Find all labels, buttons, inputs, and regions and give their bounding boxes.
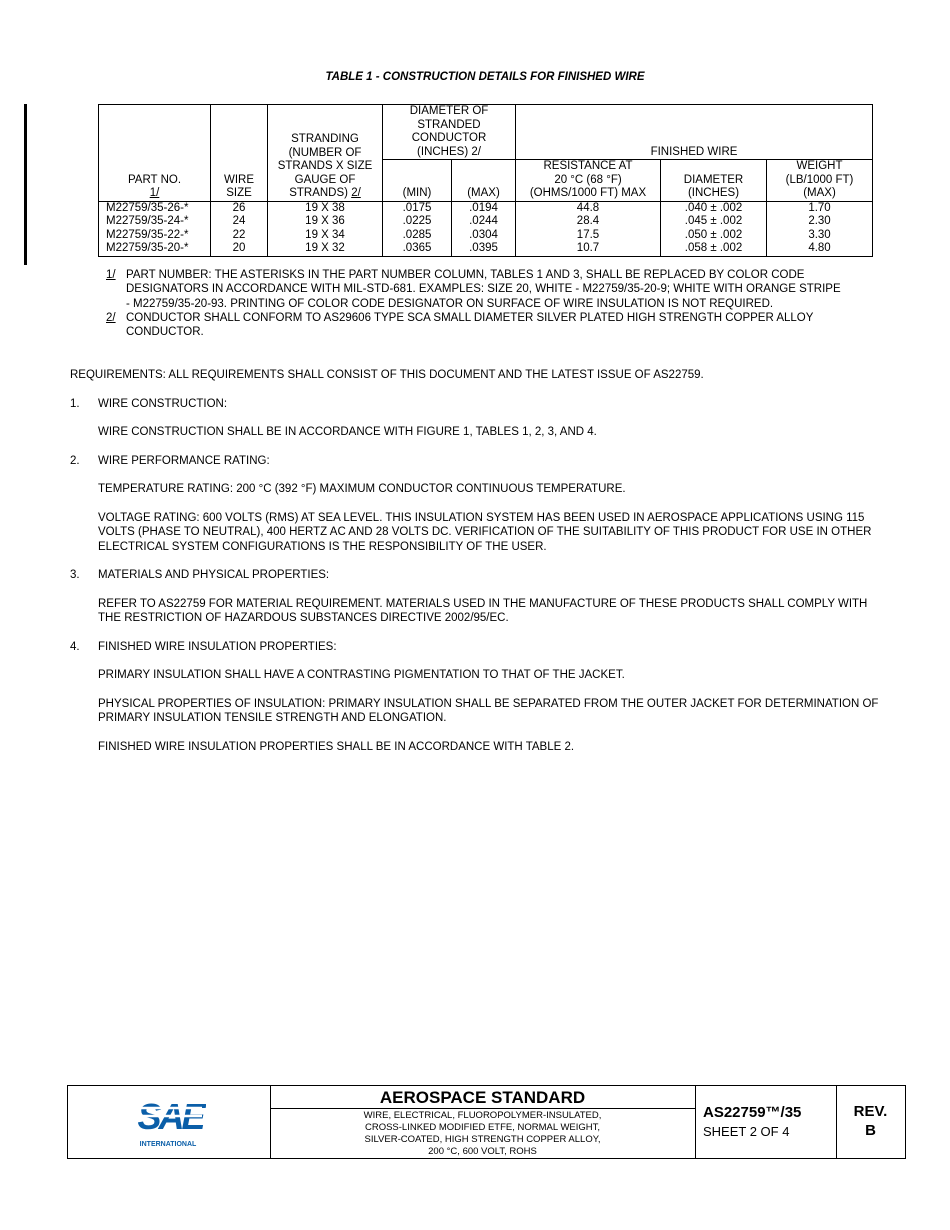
section-heading [70, 397, 885, 411]
cell-min: .0175 [383, 201, 452, 215]
section-title: WIRE CONSTRUCTION: [98, 397, 228, 410]
header-finished-diameter: DIAMETER (INCHES) [661, 160, 767, 202]
section-paragraph: VOLTAGE RATING: 600 VOLTS (RMS) AT SEA LEVEL. THIS INSULATION SYSTEM HAS BEEN USED IN AEROSPACE APPLICATIONS USING 115 VOLTS (PHASE TO NEUTRAL), 400 HERTZ AC AND 28 VOLTS DC. VERIFICATION OF THE SUITABILITY OF THIS PRODUCT FOR USE IN OTHER ELECTRICAL SYSTEM CONFIGURATIONS IS THE RESPONSIBILITY OF THE USER. [98, 511, 872, 553]
note-text: PART NUMBER: THE ASTERISKS IN THE PART NUMBER COLUMN, TABLES 1 AND 3, SHALL BE REPLACED BY COLOR CODE DESIGNATORS IN ACCORDANCE WITH MIL-STD-681. EXAMPLES: SIZE 20, WHITE - M22759/35-20-9; WHITE WITH ORANGE STRIPE - M22759/35-20-93. PRINTING OF COLOR CODE DESIGNATOR ON SURFACE OF WIRE INSULATION IS NOT REQUIRED. [126, 269, 841, 310]
logo-wordmark: SAE [137, 1096, 203, 1137]
cell-part-no: M22759/35-20-* [99, 242, 211, 256]
cell-max: .0244 [452, 215, 516, 229]
section-paragraph: PHYSICAL PROPERTIES OF INSULATION: PRIMARY INSULATION SHALL BE SEPARATED FROM THE OUTER JACKET FOR DETERMINATION OF PRIMARY INSULATION TENSILE STRENGTH AND ELONGATION. [98, 697, 879, 725]
cell-max: .0395 [452, 242, 516, 256]
body-text [70, 368, 885, 768]
table-note [106, 311, 846, 340]
revision-cell [836, 1086, 905, 1158]
cell-weight: 4.80 [767, 242, 873, 256]
table-row [99, 229, 873, 243]
cell-stranding: 19 X 34 [268, 229, 383, 243]
note-marker: 1/ [106, 269, 116, 281]
cell-wire-size: 26 [211, 201, 268, 215]
cell-min: .0285 [383, 229, 452, 243]
construction-table [98, 104, 873, 257]
section-title: FINISHED WIRE INSULATION PROPERTIES: [98, 640, 337, 653]
cell-max: .0194 [452, 201, 516, 215]
section-paragraph: WIRE CONSTRUCTION SHALL BE IN ACCORDANCE WITH FIGURE 1, TABLES 1, 2, 3, AND 4. [98, 426, 597, 439]
cell-stranding: 19 X 38 [268, 201, 383, 215]
section-number: 3. [70, 569, 80, 582]
title-cell [270, 1086, 696, 1158]
header-wire-size: WIRE SIZE [211, 105, 268, 202]
header-conductor-diameter: DIAMETER OF STRANDED CONDUCTOR (INCHES) 2/ [383, 105, 516, 160]
section-number: 4. [70, 640, 80, 653]
document-number: AS22759™/35 [703, 1104, 802, 1121]
table-title: TABLE 1 - CONSTRUCTION DETAILS FOR FINISHED WIRE [325, 71, 645, 83]
header-max: (MAX) [452, 160, 516, 202]
section-title: WIRE PERFORMANCE RATING: [98, 454, 270, 467]
header-part-no: PART NO. 1/ [99, 105, 211, 202]
section-heading [70, 640, 885, 654]
table-row [99, 215, 873, 229]
title-block [67, 1085, 906, 1159]
revision-label: REV. [853, 1103, 888, 1120]
sheet-number: SHEET 2 OF 4 [703, 1124, 790, 1139]
section-paragraph: FINISHED WIRE INSULATION PROPERTIES SHALL BE IN ACCORDANCE WITH TABLE 2. [98, 740, 575, 753]
header-finished-wire: FINISHED WIRE [516, 105, 873, 160]
section-paragraph: PRIMARY INSULATION SHALL HAVE A CONTRASTING PIGMENTATION TO THAT OF THE JACKET. [98, 669, 625, 682]
cell-weight: 2.30 [767, 215, 873, 229]
cell-resistance: 44.8 [516, 201, 661, 215]
cell-part-no: M22759/35-26-* [99, 201, 211, 215]
cell-diameter: .058 ± .002 [661, 242, 767, 256]
cell-max: .0304 [452, 229, 516, 243]
note-text: CONDUCTOR SHALL CONFORM TO AS29606 TYPE SCA SMALL DIAMETER SILVER PLATED HIGH STRENGTH COPPER ALLOY CONDUCTOR. [126, 311, 814, 339]
sae-logo [134, 1095, 206, 1151]
cell-min: .0225 [383, 215, 452, 229]
note-marker: 2/ [106, 311, 116, 324]
cell-weight: 1.70 [767, 201, 873, 215]
document-description: WIRE, ELECTRICAL, FLUOROPOLYMER-INSULATED, CROSS-LINKED MODIFIED ETFE, NORMAL WEIGHT, SILVER-COATED, HIGH STRENGTH COPPER ALLOY, 200 °C, 600 VOLT, ROHS [363, 1110, 602, 1157]
cell-wire-size: 24 [211, 215, 268, 229]
change-bar [24, 104, 27, 265]
section-paragraph: TEMPERATURE RATING: 200 °C (392 °F) MAXIMUM CONDUCTOR CONTINUOUS TEMPERATURE. [98, 483, 626, 496]
document-type: AEROSPACE STANDARD [270, 1086, 695, 1109]
cell-diameter: .045 ± .002 [661, 215, 767, 229]
table-row [99, 242, 873, 256]
cell-weight: 3.30 [767, 229, 873, 243]
document-number-cell [695, 1086, 837, 1158]
header-resistance: RESISTANCE AT 20 °C (68 °F) (OHMS/1000 FT) MAX [516, 160, 661, 202]
cell-part-no: M22759/35-22-* [99, 229, 211, 243]
table-row [99, 201, 873, 215]
cell-wire-size: 20 [211, 242, 268, 256]
cell-resistance: 17.5 [516, 229, 661, 243]
table-notes [106, 268, 846, 339]
requirements-statement: REQUIREMENTS: ALL REQUIREMENTS SHALL CONSIST OF THIS DOCUMENT AND THE LATEST ISSUE OF AS22759. [70, 369, 704, 381]
section-heading [70, 568, 885, 582]
cell-resistance: 10.7 [516, 242, 661, 256]
section-paragraph: REFER TO AS22759 FOR MATERIAL REQUIREMENT. MATERIALS USED IN THE MANUFACTURE OF THESE PRODUCTS SHALL COMPLY WITH THE RESTRICTION OF HAZARDOUS SUBSTANCES DIRECTIVE 2002/95/EC. [98, 597, 868, 625]
header-min: (MIN) [383, 160, 452, 202]
table-note [106, 268, 846, 311]
cell-stranding: 19 X 36 [268, 215, 383, 229]
revision-value: B [865, 1122, 876, 1139]
section-heading [70, 454, 885, 468]
cell-part-no: M22759/35-24-* [99, 215, 211, 229]
cell-diameter: .050 ± .002 [661, 229, 767, 243]
logo-cell [68, 1086, 271, 1158]
cell-stranding: 19 X 32 [268, 242, 383, 256]
cell-wire-size: 22 [211, 229, 268, 243]
cell-resistance: 28.4 [516, 215, 661, 229]
header-weight: WEIGHT (LB/1000 FT) (MAX) [767, 160, 873, 202]
section-title: MATERIALS AND PHYSICAL PROPERTIES: [98, 569, 330, 582]
section-number: 1. [70, 397, 80, 410]
header-stranding: STRANDING (NUMBER OF STRANDS X SIZE GAUGE OF STRANDS) 2/ [268, 105, 383, 202]
logo-subtext: INTERNATIONAL [139, 1141, 197, 1148]
cell-diameter: .040 ± .002 [661, 201, 767, 215]
cell-min: .0365 [383, 242, 452, 256]
section-number: 2. [70, 454, 80, 467]
